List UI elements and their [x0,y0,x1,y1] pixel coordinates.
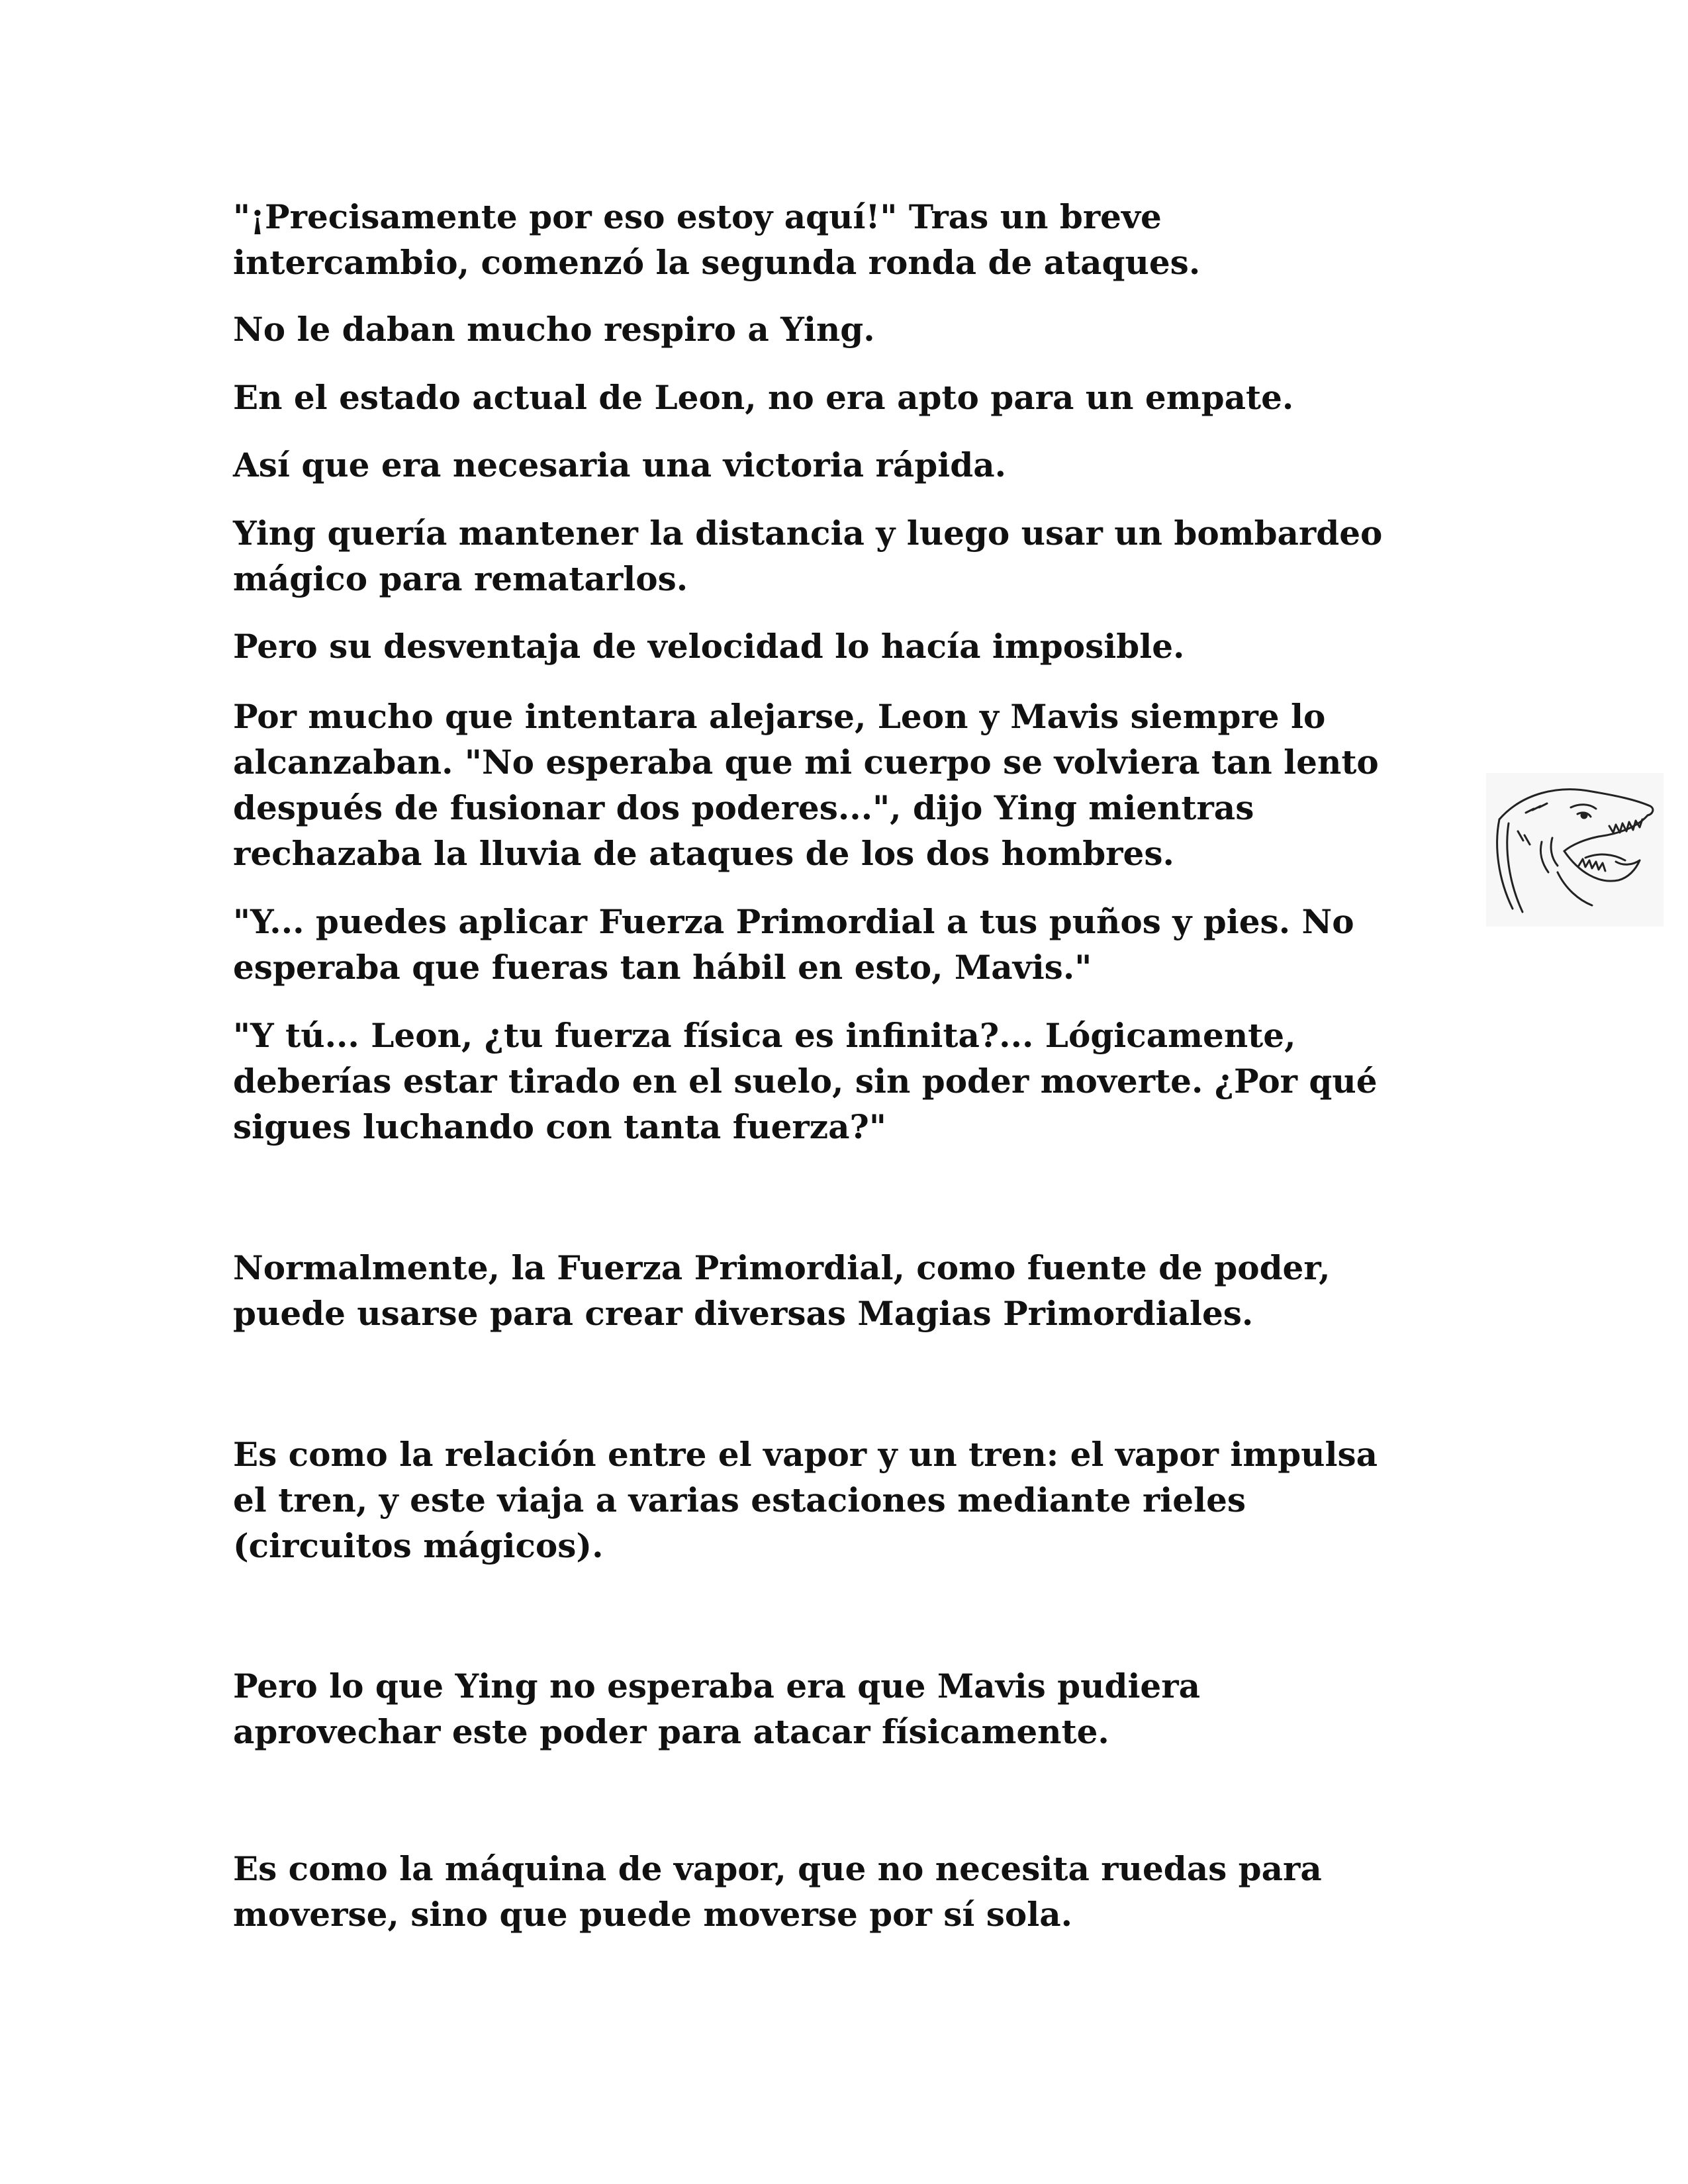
paragraph-2: No le daban mucho respiro a Ying. [233,310,875,349]
paragraph-5: Ying quería mantener la distancia y luego usar un bombardeo mágico para rematarlos. [233,514,1383,598]
dinosaur-head-sketch-icon [1486,773,1664,927]
paragraph-13: Es como la máquina de vapor, que no necesita ruedas para moverse, sino que puede moverse por sí sola. [233,1849,1322,1934]
paragraph-6: Pero su desventaja de velocidad lo hacía imposible. [233,627,1185,666]
paragraph-1: "¡Precisamente por eso estoy aquí!" Tras un breve intercambio, comenzó la segunda ronda de ataques. [233,197,1201,282]
paragraph-4: Así que era necesaria una victoria rápida. [233,445,1006,484]
paragraph-10: Normalmente, la Fuerza Primordial, como fuente de poder, puede usarse para crear diversas Magias Primordiales. [233,1248,1331,1333]
paragraph-3: En el estado actual de Leon, no era apto para un empate. [233,378,1294,417]
paragraph-8: "Y... puedes aplicar Fuerza Primordial a tus puños y pies. No esperaba que fueras tan hábil en esto, Mavis." [233,902,1354,987]
paragraph-7: Por mucho que intentara alejarse, Leon y Mavis siempre lo alcanzaban. "No esperaba que mi cuerpo se volviera tan lento después de fusionar dos poderes...", dijo Ying mientras rechazaba la lluvia de ataques de los dos hombres. [233,697,1379,873]
paragraph-11: Es como la relación entre el vapor y un tren: el vapor impulsa el tren, y este viaja a varias estaciones mediante rieles (circuitos mágicos). [233,1435,1378,1565]
paragraph-9: "Y tú... Leon, ¿tu fuerza física es infinita?... Lógicamente, deberías estar tirado en el suelo, sin poder moverte. ¿Por qué sigues luchando con tanta fuerza?" [233,1016,1378,1146]
paragraph-12: Pero lo que Ying no esperaba era que Mavis pudiera aprovechar este poder para atacar físicamente. [233,1666,1200,1751]
